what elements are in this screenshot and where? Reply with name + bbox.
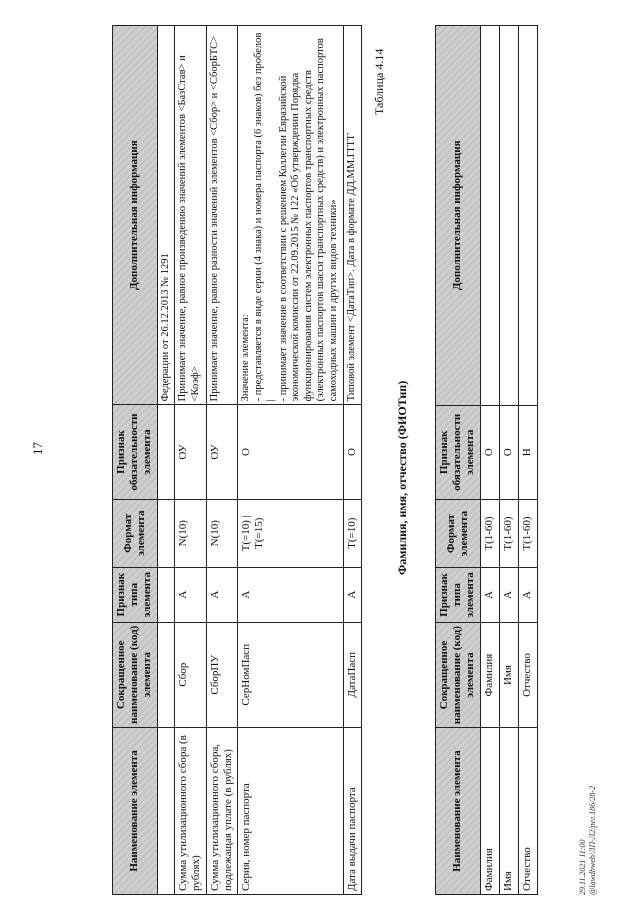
cell-code: Отчество: [518, 622, 537, 727]
table-header-row: [436, 26, 481, 895]
cell-required: О: [237, 405, 343, 499]
cell-required: О: [499, 405, 518, 499]
header-element-format: Формат элемента: [113, 499, 158, 567]
info-bullet: - принимает значение в соответствии с решением Коллегии Евразийской экономической комиссии от 22.09.2015 № 122 «Об утверждении Порядка функционирования систем электронных паспортов транспортных средств (электронных паспортов шасси транспортных средств) и электронных паспортов самоходных машин и других видов техники»: [277, 38, 340, 402]
table-row: [206, 26, 237, 895]
stamp-date: 29.11.2021 11:00: [578, 839, 587, 895]
cell-type: А: [499, 568, 518, 623]
cell-info: Принимает значение, равное разности значений элементов <Сбор> и <СборБТС>: [206, 26, 237, 405]
fio-type-table: [435, 25, 538, 895]
cell-required: О: [343, 405, 361, 499]
table-row: [157, 26, 175, 895]
cell-code: Сбор: [175, 622, 206, 727]
cell-format: T(1-60): [499, 499, 518, 567]
cell-code: СерНомПасп: [237, 622, 343, 727]
header-element-type: Признак типа элемента: [436, 568, 481, 623]
cell-format: N(10): [175, 499, 206, 567]
header-element-code: Сокращенное наименование (код) элемента: [113, 622, 158, 727]
info-bullet: - представляется в виде серии (4 знака) и номера паспорта (6 знаков) без пробелов |: [252, 32, 277, 402]
cell-name: Имя: [499, 728, 518, 895]
cell-type: А: [518, 568, 537, 623]
table-header-row: [113, 26, 158, 895]
cell-code: Имя: [499, 622, 518, 727]
cell-required: О: [480, 405, 499, 499]
cell-info: [480, 26, 499, 406]
header-element-name: Наименование элемента: [436, 728, 481, 895]
stamp-path: @lawdbweb/ЛП-Л2/рег.186/28-2: [588, 786, 598, 895]
table-row: [480, 26, 499, 895]
header-element-required: Признак обязательности элемента: [113, 405, 158, 499]
cell-type: А: [175, 567, 206, 622]
cell-format: N(10): [206, 499, 237, 567]
table-row: [499, 26, 518, 895]
section-title: Фамилия, имя, отчество (ФИОТип): [395, 380, 409, 575]
header-element-name: Наименование элемента: [113, 727, 158, 894]
cell-type: А: [343, 567, 361, 622]
cell-info: [518, 26, 537, 406]
cell-required: ОУ: [206, 405, 237, 499]
info-intro: Значение элемента:: [239, 314, 251, 402]
print-stamp: [578, 786, 599, 895]
cell-name: Серия, номер паспорта: [237, 727, 343, 894]
cell-required: Н: [518, 405, 537, 499]
cell-code: ДатаПасп: [343, 622, 361, 727]
table-row: [175, 26, 206, 895]
header-additional-info: Дополнительная информация: [113, 26, 158, 405]
header-element-type: Признак типа элемента: [113, 567, 158, 622]
header-element-required: Признак обязательности элемента: [436, 405, 481, 499]
cell-format: T(=10): [343, 499, 361, 567]
cell-code: СборПУ: [206, 622, 237, 727]
cell-code: Фамилия: [480, 622, 499, 727]
continued-info: Федерации от 26.12.2013 № 1291: [157, 26, 175, 405]
cell-format: T(=10) | T(=15): [237, 499, 343, 567]
cell-format: T(1-60): [480, 499, 499, 567]
table-row: [237, 26, 343, 895]
header-element-code: Сокращенное наименование (код) элемента: [436, 622, 481, 727]
cell-name: Фамилия: [480, 728, 499, 895]
cell-info: [499, 26, 518, 406]
cell-name: Сумма утилизационного сбора, подлежащая уплате (в рублях): [206, 727, 237, 894]
table-row: [518, 26, 537, 895]
cell-required: ОУ: [175, 405, 206, 499]
table-row: [343, 26, 361, 895]
cell-name: Сумма утилизационного сбора (в рублях): [175, 727, 206, 894]
header-additional-info: Дополнительная информация: [436, 26, 481, 406]
page-number: 17: [30, 442, 45, 455]
cell-info: [237, 26, 343, 405]
cell-format: T(1-60): [518, 499, 537, 567]
cell-type: А: [237, 567, 343, 622]
table-label: Таблица 4.14: [372, 48, 386, 115]
cell-info: Принимает значение, равное произведению значений элементов <БазСтав> и <Коэф>: [175, 26, 206, 405]
cell-type: А: [480, 568, 499, 623]
elements-table-continuation: [112, 25, 362, 895]
cell-name: Отчество: [518, 728, 537, 895]
cell-name: Дата выдачи паспорта: [343, 727, 361, 894]
cell-type: А: [206, 567, 237, 622]
cell-info: Типовой элемент <ДатаТип>. Дата в формате ДД.ММ.ГГГГ: [343, 26, 361, 405]
header-element-format: Формат элемента: [436, 499, 481, 567]
